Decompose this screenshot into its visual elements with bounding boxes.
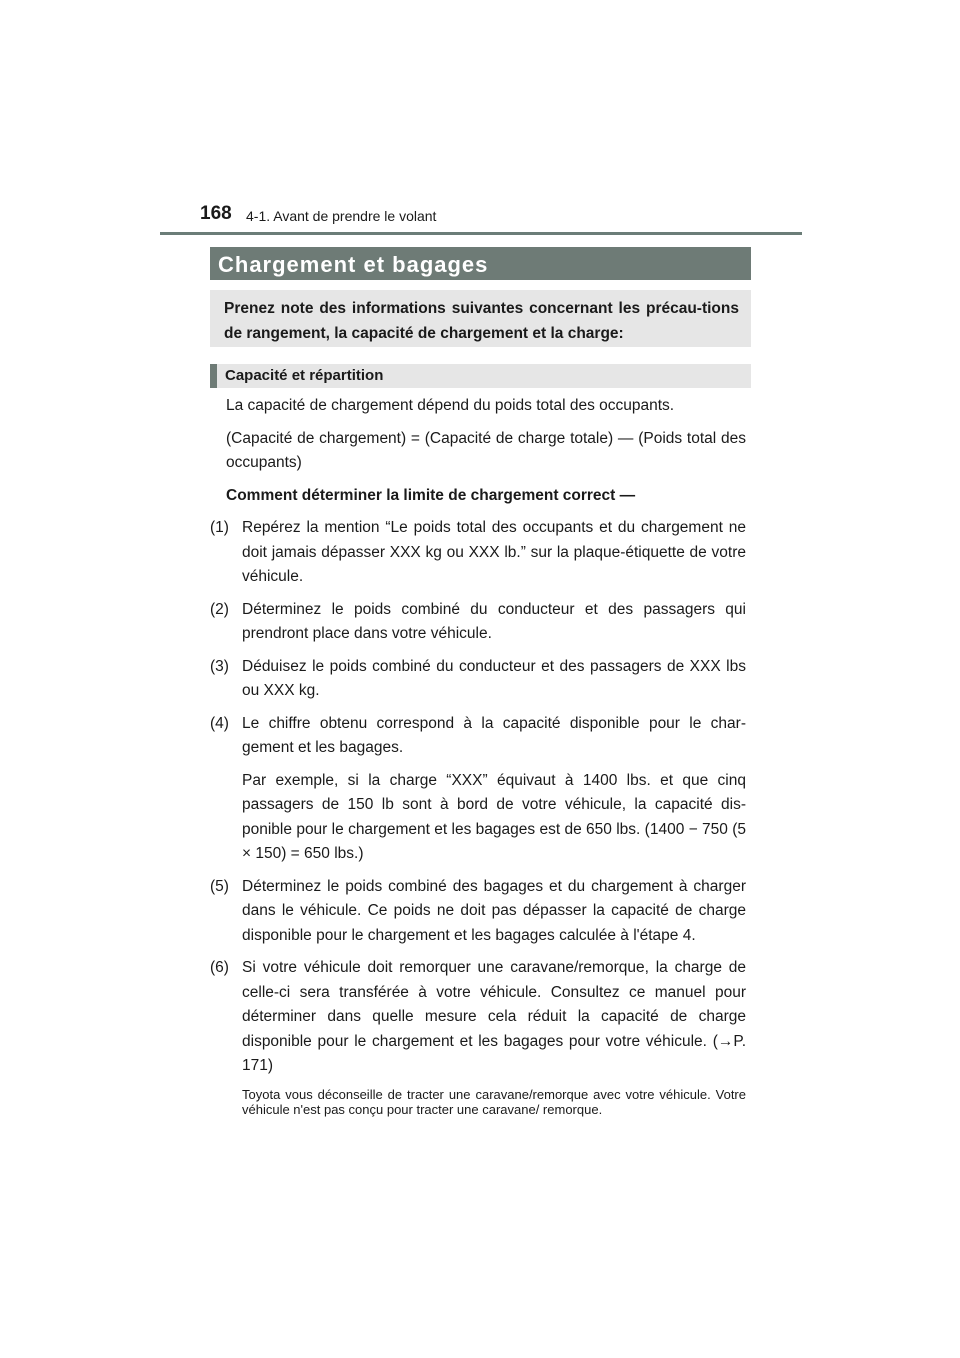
formula-paragraph: (Capacité de chargement) = (Capacité de charge totale) — (Poids total des occupants) bbox=[226, 429, 746, 471]
step-6 bbox=[210, 956, 746, 1079]
step-text: Repérez la mention “Le poids total des occupants et du chargement ne doit jamais dépasser XXX kg ou XXX lb.” sur la plaque-étiquette de votre véhicule. bbox=[242, 519, 746, 585]
page-title: Chargement et bagages bbox=[210, 247, 751, 280]
step-number: (3) bbox=[210, 657, 229, 675]
towing-note: Toyota vous déconseille de tracter une caravane/remorque avec votre véhicule. Votre véhicule n'est pas conçu pour tracter une caravane/ remorque. bbox=[242, 1086, 746, 1117]
step-text: Déduisez le poids combiné du conducteur et des passagers de XXX lbs ou XXX kg. bbox=[242, 657, 746, 699]
step-4 bbox=[210, 712, 746, 761]
content-body bbox=[210, 394, 746, 1118]
step-number: (4) bbox=[210, 714, 229, 732]
step-text: Le chiffre obtenu correspond à la capacité disponible pour le char-gement et les bagages. bbox=[242, 714, 746, 756]
running-head: 4-1. Avant de prendre le volant bbox=[246, 208, 437, 224]
step-5 bbox=[210, 875, 746, 949]
step-1 bbox=[210, 516, 746, 590]
step-number: (2) bbox=[210, 600, 229, 618]
page-number: 168 bbox=[200, 203, 232, 224]
capacity-paragraph: La capacité de chargement dépend du poids total des occupants. bbox=[226, 397, 675, 414]
step-text: Si votre véhicule doit remorquer une caravane/remorque, la charge de celle-ci sera transférée à votre véhicule. Consultez ce manuel pour déterminer dans quelle mesure cela réduit la capacité de charge disponible pour le chargement et les bagages pour votre véhicule. (→P. 171) bbox=[242, 959, 746, 1074]
step-number: (5) bbox=[210, 877, 229, 895]
example-paragraph: Par exemple, si la charge “XXX” équivaut à 1400 lbs. et que cinq passagers de 150 lb sont à bord de votre véhicule, la capacité dis-ponible pour le chargement et les bagages est de 650 lbs. (1400 − 750 (5 × 150) = 650 lbs.) bbox=[242, 771, 746, 862]
how-to-heading: Comment déterminer la limite de chargement correct — bbox=[226, 486, 636, 504]
step-2 bbox=[210, 598, 746, 647]
step-3 bbox=[210, 655, 746, 704]
step-number: (6) bbox=[210, 959, 229, 976]
header-rule bbox=[160, 232, 802, 235]
step-number: (1) bbox=[210, 519, 229, 536]
step-text: Déterminez le poids combiné des bagages et du chargement à charger dans le véhicule. Ce poids ne doit pas dépasser la capacité de charge disponible pour le chargement et les bagages calculée à l'étape 4. bbox=[242, 877, 746, 944]
intro-box: Prenez note des informations suivantes concernant les précau-tions de rangement, la capacité de chargement et la charge: bbox=[210, 290, 751, 347]
step-text: Déterminez le poids combiné du conducteur et des passagers qui prendront place dans votre véhicule. bbox=[242, 600, 746, 642]
section-heading: Capacité et répartition bbox=[210, 364, 751, 388]
